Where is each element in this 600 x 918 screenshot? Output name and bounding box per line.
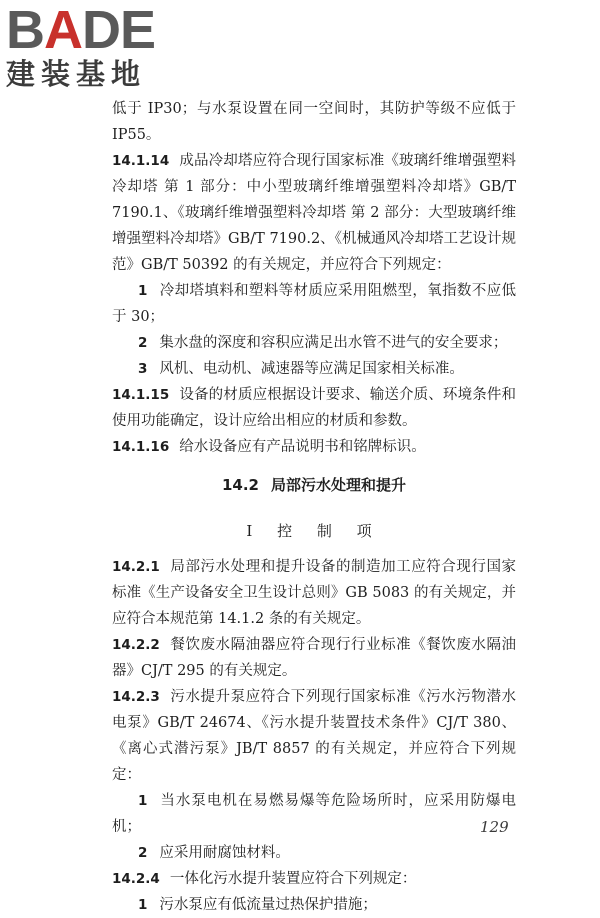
logo-accent-letter: A [44, 0, 82, 60]
list-item [112, 356, 516, 382]
list-item [112, 330, 516, 356]
item-number: 2 [138, 335, 148, 351]
clause-14-1-14 [112, 148, 516, 278]
section-title [112, 472, 516, 498]
clause-number: 14.1.16 [112, 439, 170, 455]
section-number: 14.2 [221, 476, 259, 494]
list-item [112, 788, 516, 840]
clause-14-1-15 [112, 382, 516, 434]
clause-number: 14.2.3 [112, 689, 160, 705]
item-text: 风机、电动机、减速器等应满足国家相关标准。 [159, 361, 464, 377]
item-text: 冷却塔填料和塑料等材质应采用阻燃型，氧指数不应低于 30； [112, 283, 516, 325]
item-number: 1 [138, 897, 148, 913]
list-item [112, 278, 516, 330]
clause-number: 14.1.15 [112, 387, 170, 403]
item-text: 应采用耐腐蚀材料。 [159, 845, 290, 861]
item-text: 污水泵应有低流量过热保护措施； [159, 897, 377, 913]
clause-text: 设备的材质应根据设计要求、输送介质、环境条件和使用功能确定，设计应给出相应的材质和参数。 [112, 387, 516, 429]
item-number: 2 [138, 845, 148, 861]
clause-text: 给水设备应有产品说明书和铭牌标识。 [179, 439, 426, 455]
list-item [112, 840, 516, 866]
item-number: 3 [138, 361, 148, 377]
clause-text: 一体化污水提升装置应符合下列规定： [169, 871, 417, 887]
clause-number: 14.2.2 [112, 637, 160, 653]
item-number: 1 [138, 793, 148, 809]
bade-logo [6, 0, 176, 94]
logo-subtitle: 建装基地 [6, 57, 147, 91]
clause-14-2-3 [112, 684, 516, 788]
clause-14-2-2 [112, 632, 516, 684]
subsection-title: Ⅰ 控 制 项 [246, 522, 382, 540]
clause-14-2-4 [112, 866, 516, 892]
clause-number: 14.2.1 [112, 559, 160, 575]
clause-text: 污水提升泵应符合下列现行国家标准《污水污物潜水电泵》GB/T 24674、《污水提升装置技术条件》CJ/T 380、《离心式潜污泵》JB/T 8857 的有关规定，并应符合下列规定： [112, 689, 516, 783]
clause-14-2-1 [112, 554, 516, 632]
continued-paragraph: 低于 IP30；与水泵设置在同一空间时，其防护等级不应低于 IP55。 [112, 101, 516, 143]
section-heading: 局部污水处理和提升 [271, 476, 407, 494]
clause-text: 成品冷却塔应符合现行国家标准《玻璃纤维增强塑料冷却塔 第 1 部分：中小型玻璃纤维增强塑料冷却塔》GB/T 7190.1、《玻璃纤维增强塑料冷却塔 第 2 部分：大型玻璃纤维增强塑料冷却塔》GB/T 7190.2、《机械通风冷却塔工艺设计规范》GB/T 50392 的有关规定，并应符合下列规定： [112, 153, 516, 273]
logo-wordmark: BADE [6, 0, 156, 60]
page-body [112, 96, 516, 918]
item-number: 1 [138, 283, 148, 299]
page-number: 129 [480, 818, 509, 836]
clause-text: 局部污水处理和提升设备的制造加工应符合现行国家标准《生产设备安全卫生设计总则》GB 5083 的有关规定，并应符合本规范第 14.1.2 条的有关规定。 [112, 559, 516, 627]
item-text: 当水泵电机在易燃易爆等危险场所时，应采用防爆电机； [112, 793, 516, 835]
item-text: 集水盘的深度和容积应满足出水管不进气的安全要求； [159, 335, 508, 351]
clause-number: 14.1.14 [112, 153, 170, 169]
clause-14-1-16 [112, 434, 516, 460]
list-item [112, 892, 516, 918]
clause-text: 餐饮废水隔油器应符合现行行业标准《餐饮废水隔油器》CJ/T 295 的有关规定。 [112, 637, 516, 679]
clause-number: 14.2.4 [112, 871, 160, 887]
